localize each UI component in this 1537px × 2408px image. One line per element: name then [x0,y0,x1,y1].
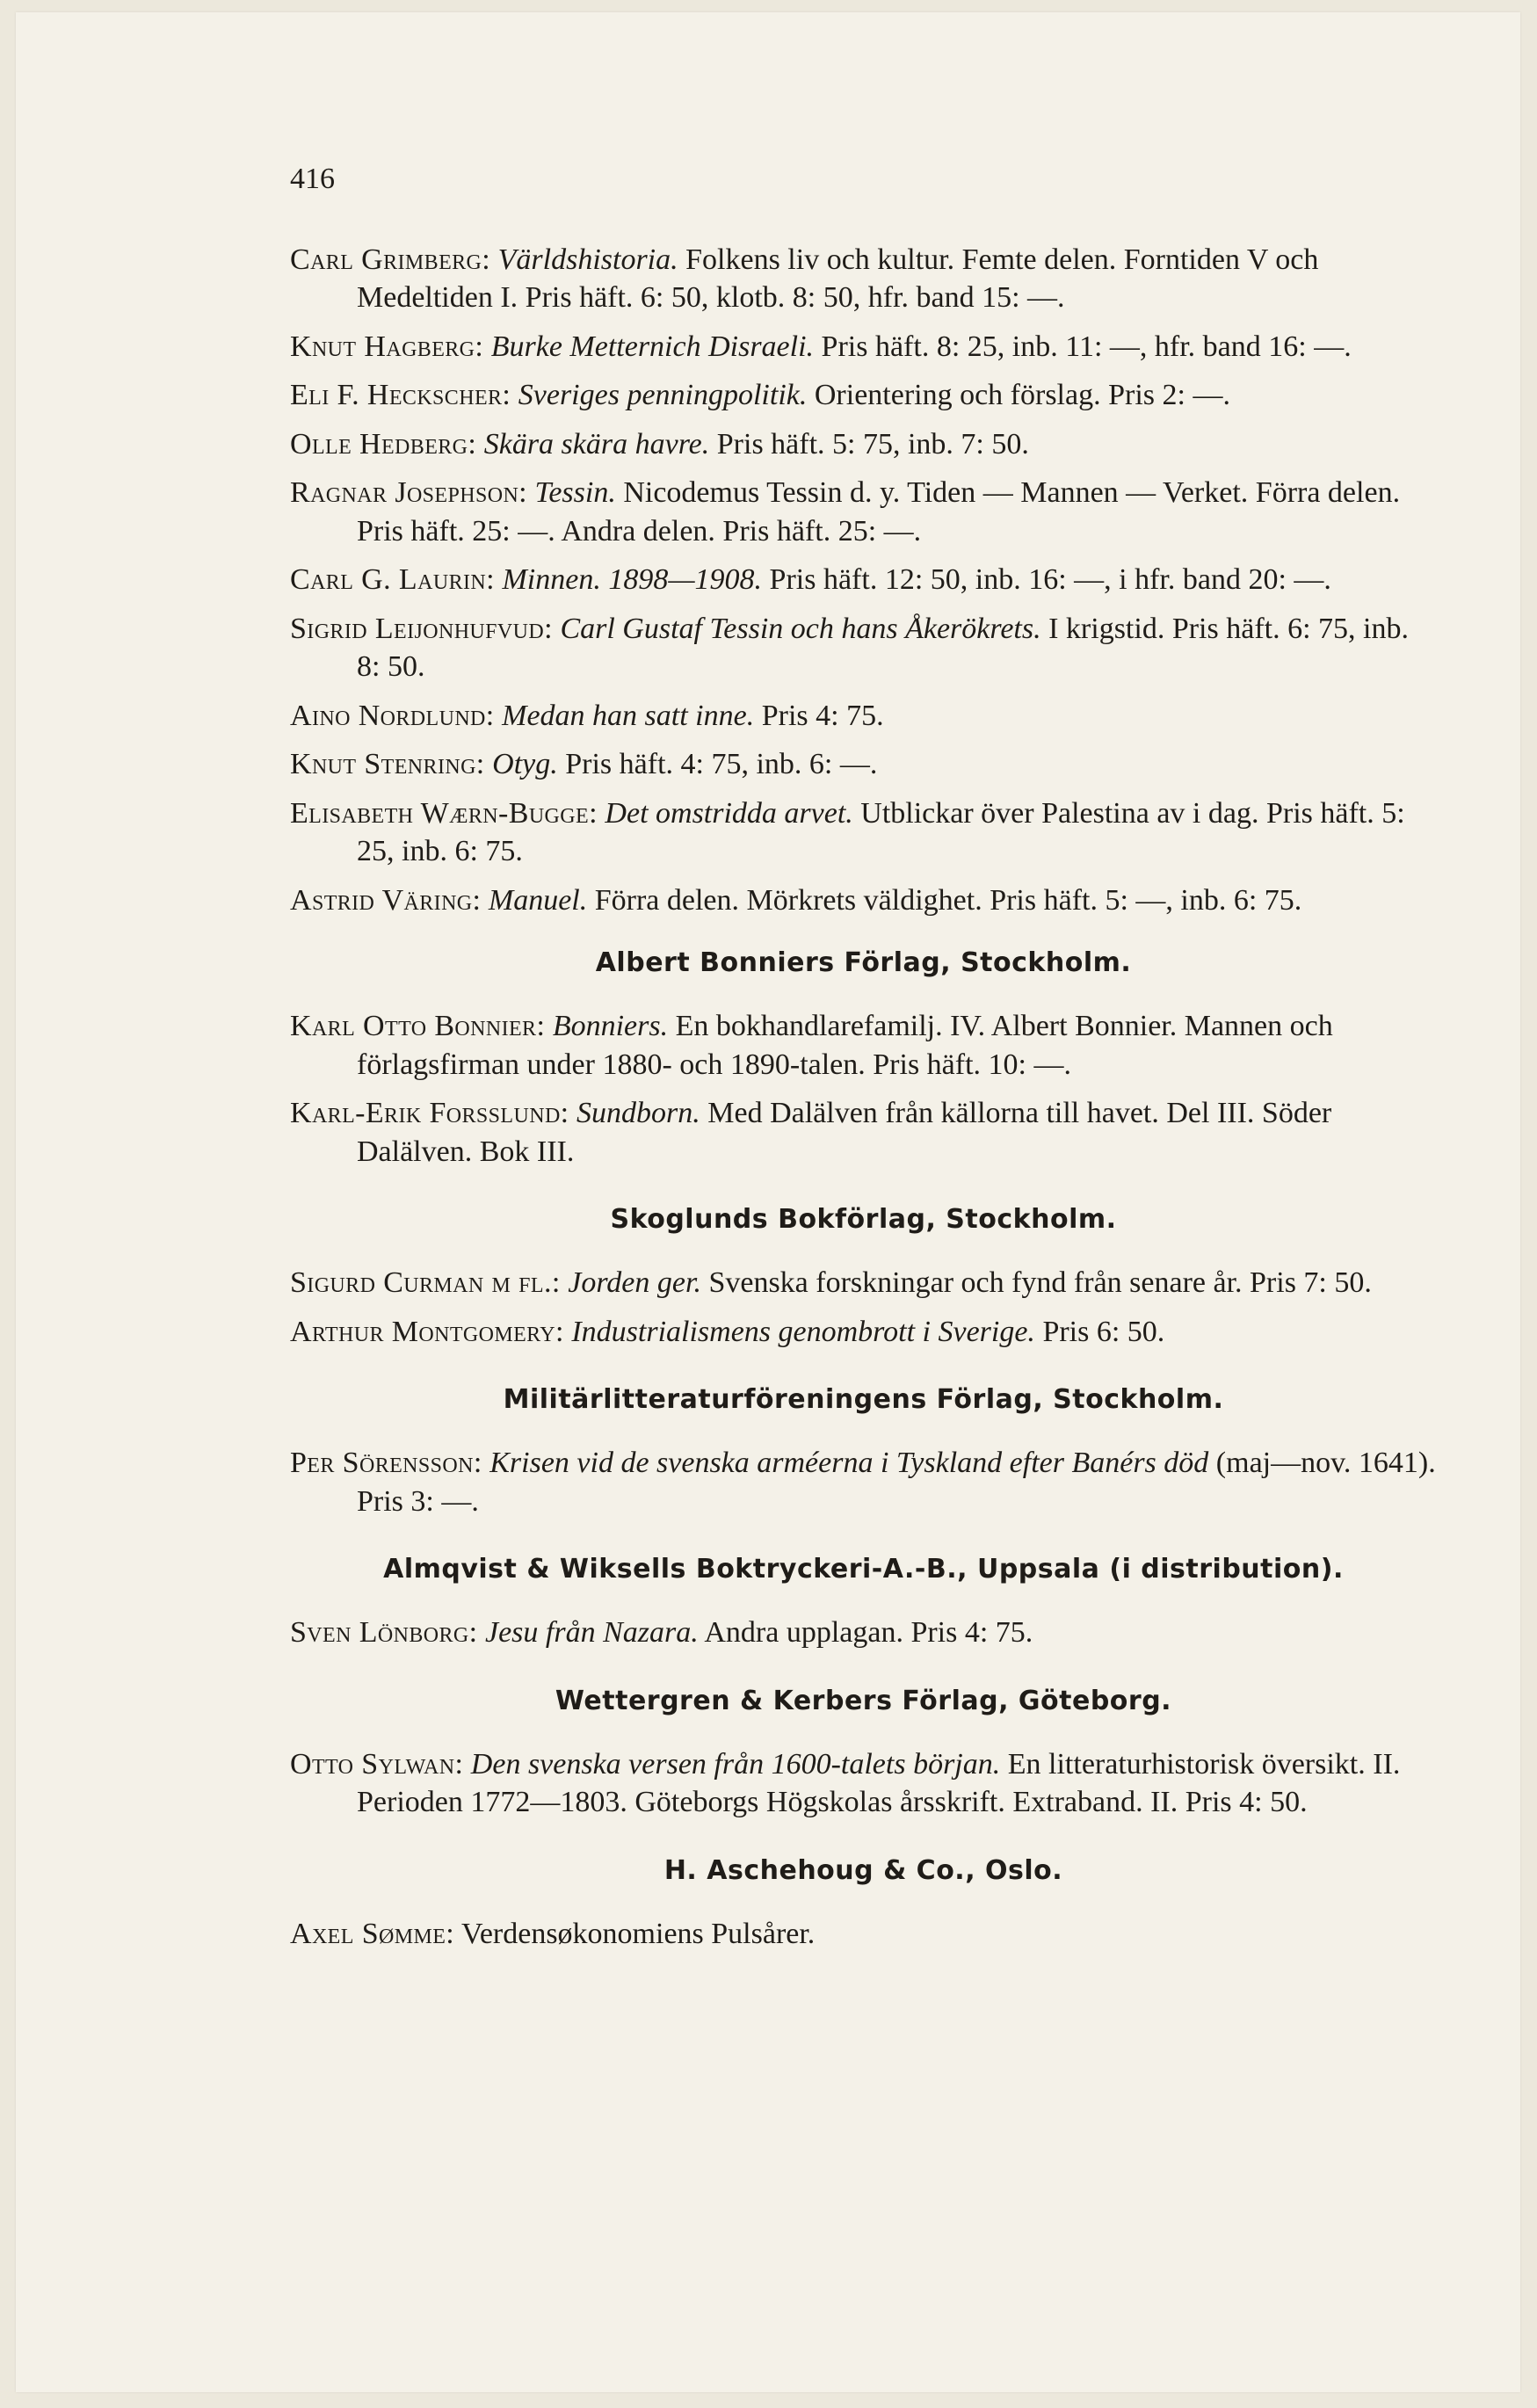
section-albert-bonniers [290,946,1437,1171]
list-item [290,697,1437,736]
publisher-heading: Skoglunds Bokförlag, Stockholm. [610,1204,1117,1235]
entry-author: Ragnar Josephson: [290,476,528,509]
list-item [290,561,1437,599]
list-item [290,1614,1437,1652]
entry-author: Astrid Väring: [290,883,482,917]
entry-title: Manuel. [488,883,588,917]
entry-author: Carl Grimberg: [290,243,491,276]
entry-title: Bonniers. [552,1010,669,1042]
section-militarlitteratur [290,1382,1437,1520]
list-item [290,1094,1437,1171]
list-item [290,1264,1437,1302]
list-item [290,328,1437,366]
page-number: 416 [290,163,335,195]
entry-details: Folkens liv och kultur. Femte delen. Forntiden V och Medeltiden I. Pris häft. 6: 50, klotb. 8: 50, hfr. band 15: —. [357,243,1319,314]
list-item [290,1745,1437,1822]
entry-details: (maj—nov. 1641). Pris 3: —. [357,1447,1436,1518]
entry-author: Per Sörensson: [290,1447,482,1479]
entry-title: Burke Metternich Disraeli. [490,330,815,363]
entry-title: Tessin. [534,476,616,509]
publisher-heading: Albert Bonniers Förlag, Stockholm. [595,947,1132,978]
entry-details: Förra delen. Mörkrets väldighet. Pris häft. 5: —, inb. 6: 75. [594,883,1302,917]
list-item [290,1007,1437,1084]
section-aschehoug [290,1853,1437,1954]
list-item [290,241,1437,317]
entry-details: Pris häft. 8: 25, inb. 11: —, hfr. band 16: —. [821,330,1352,363]
publisher-heading: Wettergren & Kerbers Förlag, Göteborg. [555,1685,1172,1716]
list-item [290,425,1437,464]
entry-author: Otto Sylwan: [290,1747,464,1781]
entry-author: Aino Nordlund: [290,699,495,732]
entry-details: Pris 6: 50. [1042,1315,1165,1348]
entry-author: Sigurd Curman m fl.: [290,1266,561,1299]
entry-author: Axel Sømme: [290,1917,455,1950]
entry-author: Karl-Erik Forsslund: [290,1097,569,1129]
publisher-heading: Almqvist & Wiksells Boktryckeri-A.-B., Uppsala (i distribution). [383,1554,1344,1585]
section-almqvist-wiksells [290,1552,1437,1652]
entry-details: Pris 4: 75. [761,699,884,732]
entry-title: Sundborn. [576,1097,700,1129]
entry-details: Pris häft. 12: 50, inb. 16: —, i hfr. band 20: —. [769,563,1331,596]
entry-title: Medan han satt inne. [502,699,755,732]
entry-author: Carl G. Laurin: [290,563,495,596]
entry-title: Skära skära havre. [483,427,710,461]
entry-title: Minnen. 1898—1908. [502,563,763,596]
list-item [290,881,1437,920]
entry-details: I krigstid. Pris häft. 6: 75, inb. 8: 50. [357,612,1409,683]
entry-title: Carl Gustaf Tessin och hans Åkerökrets. [560,612,1041,645]
entry-details: Nicodemus Tessin d. y. Tiden — Mannen — Verket. Förra delen. Pris häft. 25: —. Andra delen. Pris häft. 25: —. [357,476,1401,548]
section-wettergren-kerbers [290,1684,1437,1822]
list-item [290,1313,1437,1352]
entry-author: Sigrid Leijonhufvud: [290,612,553,645]
entry-details: Pris häft. 5: 75, inb. 7: 50. [716,427,1029,461]
list-item [290,376,1437,415]
entry-title: Krisen vid de svenska arméerna i Tyskland efter Banérs död [489,1447,1209,1479]
entry-title: Otyg. [492,748,558,780]
entry-title: Den svenska versen från 1600-talets början. [470,1747,1001,1781]
entry-author: Karl Otto Bonnier: [290,1010,546,1042]
book-page [16,12,1520,2392]
list-item [290,474,1437,550]
entry-author: Sven Lönborg: [290,1616,478,1649]
entry-title: Jorden ger. [568,1266,701,1299]
list-item [290,1915,1437,1954]
list-item [290,794,1437,871]
publisher-heading: H. Aschehoug & Co., Oslo. [663,1854,1063,1886]
list-item [290,745,1437,784]
entry-details: Pris häft. 4: 75, inb. 6: —. [565,748,878,780]
entry-author: Arthur Montgomery: [290,1315,564,1348]
list-item [290,1444,1437,1520]
entry-details: En litteraturhistorisk översikt. II. Perioden 1772—1803. Göteborgs Högskolas årsskrift. Extraband. II. Pris 4: 50. [357,1747,1401,1818]
entry-details: Med Dalälven från källorna till havet. Del III. Söder Dalälven. Bok III. [357,1097,1332,1168]
entry-title: Jesu från Nazara. [485,1616,699,1649]
entry-details: Verdensøkonomiens Pulsårer. [461,1917,816,1950]
list-item [290,610,1437,686]
entry-author: Olle Hedberg: [290,427,477,461]
section-skoglunds [290,1202,1437,1351]
entry-title: Världshistoria. [497,243,678,276]
page-content [290,160,1437,1963]
entry-author: Eli F. Heckscher: [290,379,511,411]
entry-details: Svenska forskningar och fynd från senare år. Pris 7: 50. [708,1266,1372,1299]
entry-details: En bokhandlarefamilj. IV. Albert Bonnier. Mannen och förlagsfirman under 1880- och 1890-talen. Pris häft. 10: —. [357,1010,1333,1081]
entry-title: Industrialismens genombrott i Sverige. [571,1315,1035,1348]
entry-author: Knut Stenring: [290,748,485,780]
entry-author: Knut Hagberg: [290,330,484,363]
entry-title: Sveriges penningpolitik. [518,379,808,411]
entry-details: Andra upplagan. Pris 4: 75. [704,1616,1033,1649]
entry-author: Elisabeth Wærn-Bugge: [290,796,598,830]
section-unnamed [290,241,1437,920]
entry-details: Orientering och förslag. Pris 2: —. [814,379,1230,411]
entry-title: Det omstridda arvet. [605,796,853,830]
publisher-heading: Militärlitteraturföreningens Förlag, Stockholm. [503,1384,1224,1415]
entry-details: Utblickar över Palestina av i dag. Pris häft. 5: 25, inb. 6: 75. [357,796,1405,867]
